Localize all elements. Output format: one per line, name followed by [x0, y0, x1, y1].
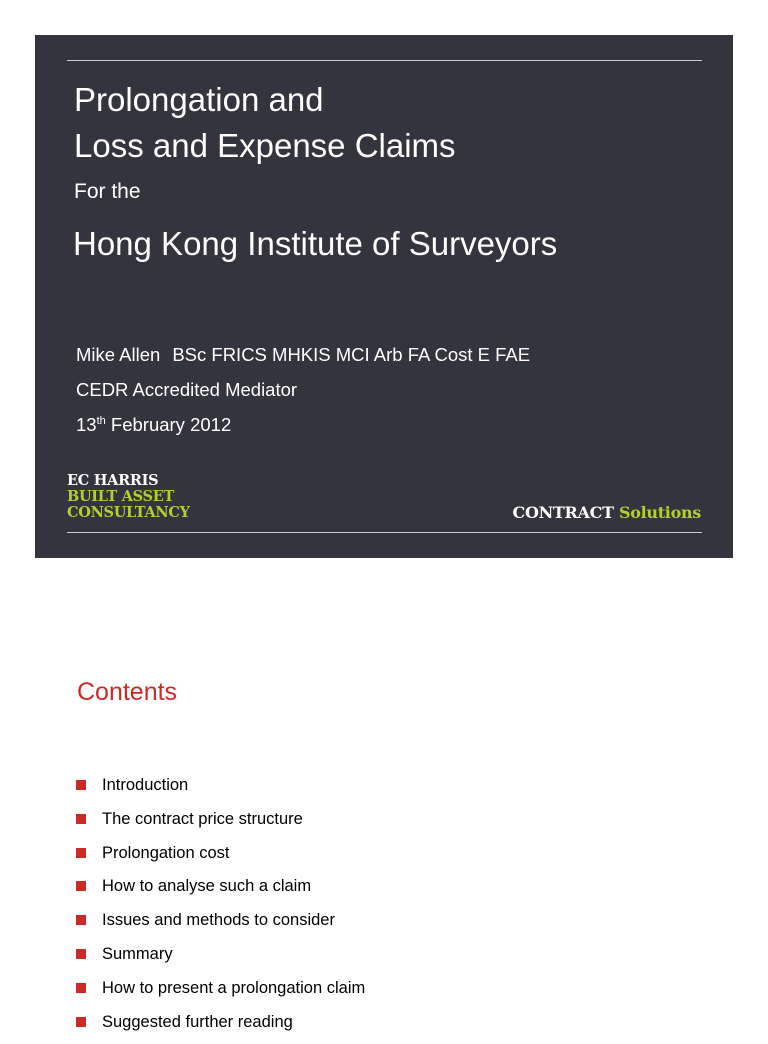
- bullet-square-icon: [76, 949, 86, 959]
- bullet-square-icon: [76, 1017, 86, 1027]
- date-rest: February 2012: [105, 414, 232, 435]
- list-item: [76, 943, 365, 977]
- list-item: [76, 909, 365, 943]
- bullet-square-icon: [76, 983, 86, 993]
- list-item-text: Introduction: [102, 776, 189, 794]
- list-item: [76, 977, 365, 1011]
- author-block: [76, 342, 530, 447]
- contract-solutions-logo: [513, 503, 701, 522]
- list-item: [76, 774, 365, 808]
- for-the-label: For the: [74, 180, 141, 203]
- slide-title-line-2: Loss and Expense Claims: [74, 127, 456, 164]
- bullet-square-icon: [76, 814, 86, 824]
- bullet-square-icon: [76, 881, 86, 891]
- list-item-text: The contract price structure: [102, 809, 303, 828]
- list-item: [76, 1011, 365, 1044]
- list-item-text: Summary: [102, 944, 173, 963]
- bottom-divider: [67, 532, 702, 533]
- contents-list: [76, 774, 365, 1044]
- list-item: [76, 808, 365, 842]
- list-item: [76, 842, 365, 876]
- date-suffix: th: [96, 415, 106, 427]
- slide-title-line-1: Prolongation and: [74, 81, 324, 118]
- logo-word-solutions: Solutions: [618, 503, 701, 522]
- bullet-square-icon: [76, 848, 86, 858]
- date-day: 13: [76, 414, 97, 435]
- list-item-text: How to present a prolongation claim: [102, 978, 366, 997]
- list-item-text: Issues and methods to consider: [102, 911, 335, 930]
- list-item-text: How to analyse such a claim: [102, 877, 312, 896]
- institute-name: Hong Kong Institute of Surveyors: [73, 225, 558, 262]
- author-role: CEDR Accredited Mediator: [76, 379, 298, 400]
- top-divider: [67, 60, 702, 61]
- author-qualifications: BSc FRICS MHKIS MCI Arb FA Cost E FAE: [172, 344, 531, 365]
- author-name: Mike Allen: [76, 344, 161, 365]
- slide-title: [74, 77, 456, 169]
- author-line: [76, 342, 530, 377]
- title-slide: [35, 35, 733, 558]
- bullet-square-icon: [76, 780, 86, 790]
- ec-harris-logo: [67, 473, 190, 521]
- logo-word-contract: CONTRACT: [512, 503, 614, 522]
- list-item-text: Suggested further reading: [102, 1012, 293, 1031]
- list-item-text: Prolongation cost: [102, 843, 230, 862]
- presentation-date: [76, 412, 530, 447]
- list-item: [76, 875, 365, 909]
- bullet-square-icon: [76, 915, 86, 925]
- logo-line-consultancy: CONSULTANCY: [67, 504, 190, 521]
- contents-heading: Contents: [77, 678, 178, 706]
- logo-line-built-asset: BUILT ASSET: [67, 488, 174, 505]
- logo-line-ec-harris: EC HARRIS: [67, 472, 159, 489]
